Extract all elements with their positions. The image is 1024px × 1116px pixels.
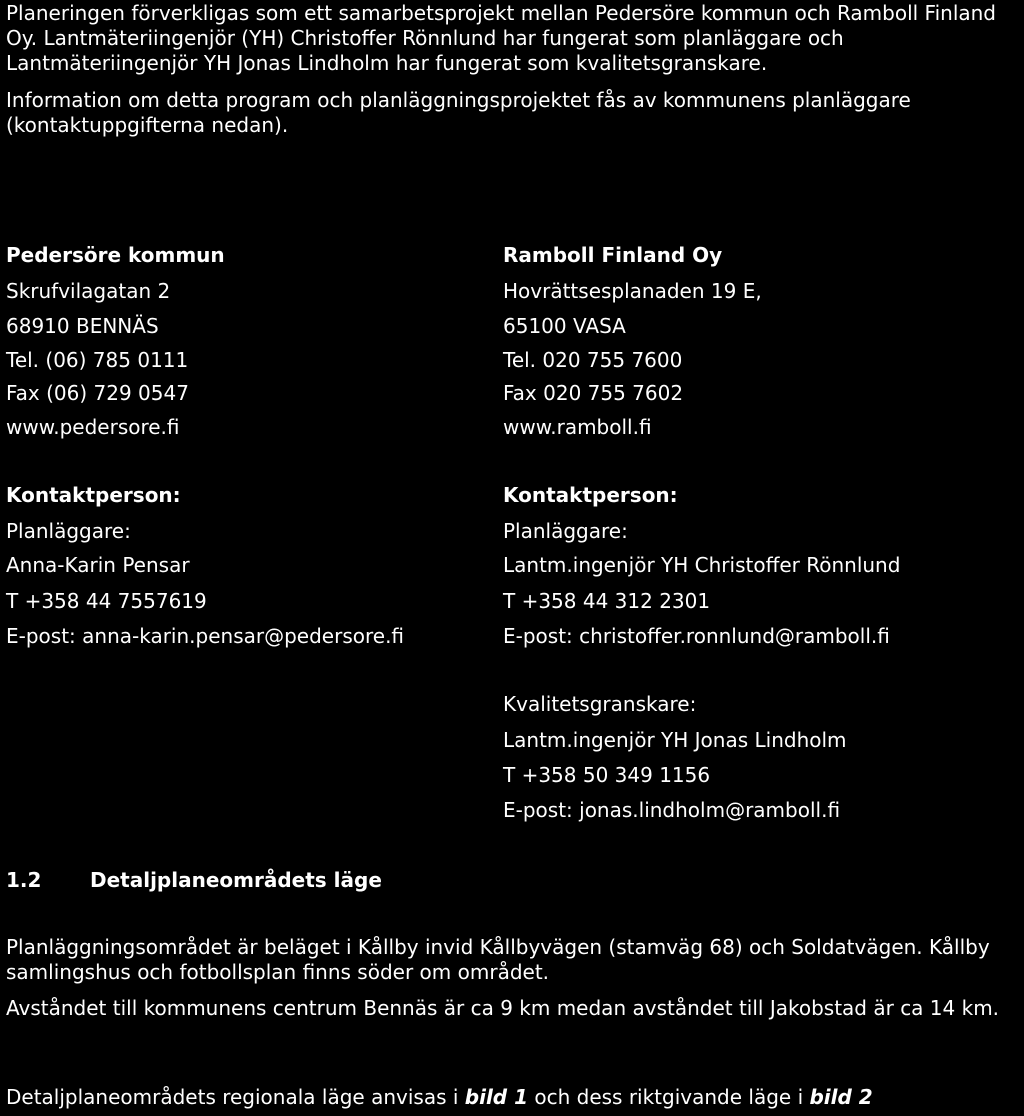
section-paragraph-2: Avståndet till kommunens centrum Bennäs är ca 9 km medan avståndet till Jakobstad är ca 14 km. (6, 996, 1000, 1020)
website-link[interactable]: www.pedersore.fi (6, 415, 180, 439)
qa-role: Kvalitetsgranskare: (503, 692, 697, 716)
phone-number: Tel. 020 755 7600 (503, 348, 683, 372)
contact-email[interactable]: E-post: anna-karin.pensar@pedersore.fi (6, 624, 405, 648)
contact-email[interactable]: E-post: christoffer.ronnlund@ramboll.fi (503, 624, 890, 648)
fax-number: Fax (06) 729 0547 (6, 381, 189, 405)
contact-heading: Kontaktperson: (503, 483, 678, 507)
postal-address: 65100 VASA (503, 314, 626, 338)
org-name: Pedersöre kommun (6, 243, 225, 267)
section-paragraph-3 (6, 1085, 1018, 1110)
section-number: 1.2 (6, 868, 42, 892)
section-title: Detaljplaneområdets läge (90, 868, 382, 892)
qa-email[interactable]: E-post: jonas.lindholm@ramboll.fi (503, 798, 841, 822)
contact-phone: T +358 44 312 2301 (503, 589, 711, 613)
qa-name: Lantm.ingenjör YH Jonas Lindholm (503, 728, 847, 752)
street-address: Hovrättsesplanaden 19 E, (503, 279, 762, 303)
contact-name: Anna-Karin Pensar (6, 553, 190, 577)
contact-role: Planläggare: (6, 519, 131, 543)
contact-name: Lantm.ingenjör YH Christoffer Rönnlund (503, 553, 901, 577)
section-heading (6, 868, 382, 892)
phone-number: Tel. (06) 785 0111 (6, 348, 189, 372)
contact-role: Planläggare: (503, 519, 628, 543)
figure-1-reference: bild 1 (464, 1085, 528, 1109)
fax-number: Fax 020 755 7602 (503, 381, 684, 405)
website-link[interactable]: www.ramboll.fi (503, 415, 652, 439)
org-name: Ramboll Finland Oy (503, 243, 723, 267)
qa-phone: T +358 50 349 1156 (503, 763, 711, 787)
intro-paragraph-2: Information om detta program och planläggningsprojektet fås av kommunens planläggare (kontaktuppgifterna nedan). (6, 88, 911, 137)
postal-address: 68910 BENNÄS (6, 314, 159, 338)
figure-2-reference: bild 2 (809, 1085, 873, 1109)
section-paragraph-1: Planläggningsområdet är beläget i Kållby invid Kållbyvägen (stamväg 68) och Soldatvägen. Kållby samlingshus och fotbollsplan finns söder om området. (6, 935, 990, 984)
contact-heading: Kontaktperson: (6, 483, 181, 507)
figure-reference-text: Detaljplaneområdets regionala läge anvisas i (6, 1085, 465, 1109)
contact-phone: T +358 44 7557619 (6, 589, 207, 613)
figure-reference-text: och dess riktgivande läge i (528, 1085, 810, 1109)
street-address: Skrufvilagatan 2 (6, 279, 171, 303)
intro-paragraph-1: Planeringen förverkligas som ett samarbetsprojekt mellan Pedersöre kommun och Ramboll Finland Oy. Lantmäteriingenjör (YH) Christoffer Rönnlund har fungerat som planläggare och Lantmäteriingenjör YH Jonas Lindholm har fungerat som kvalitetsgranskare. (6, 1, 996, 75)
